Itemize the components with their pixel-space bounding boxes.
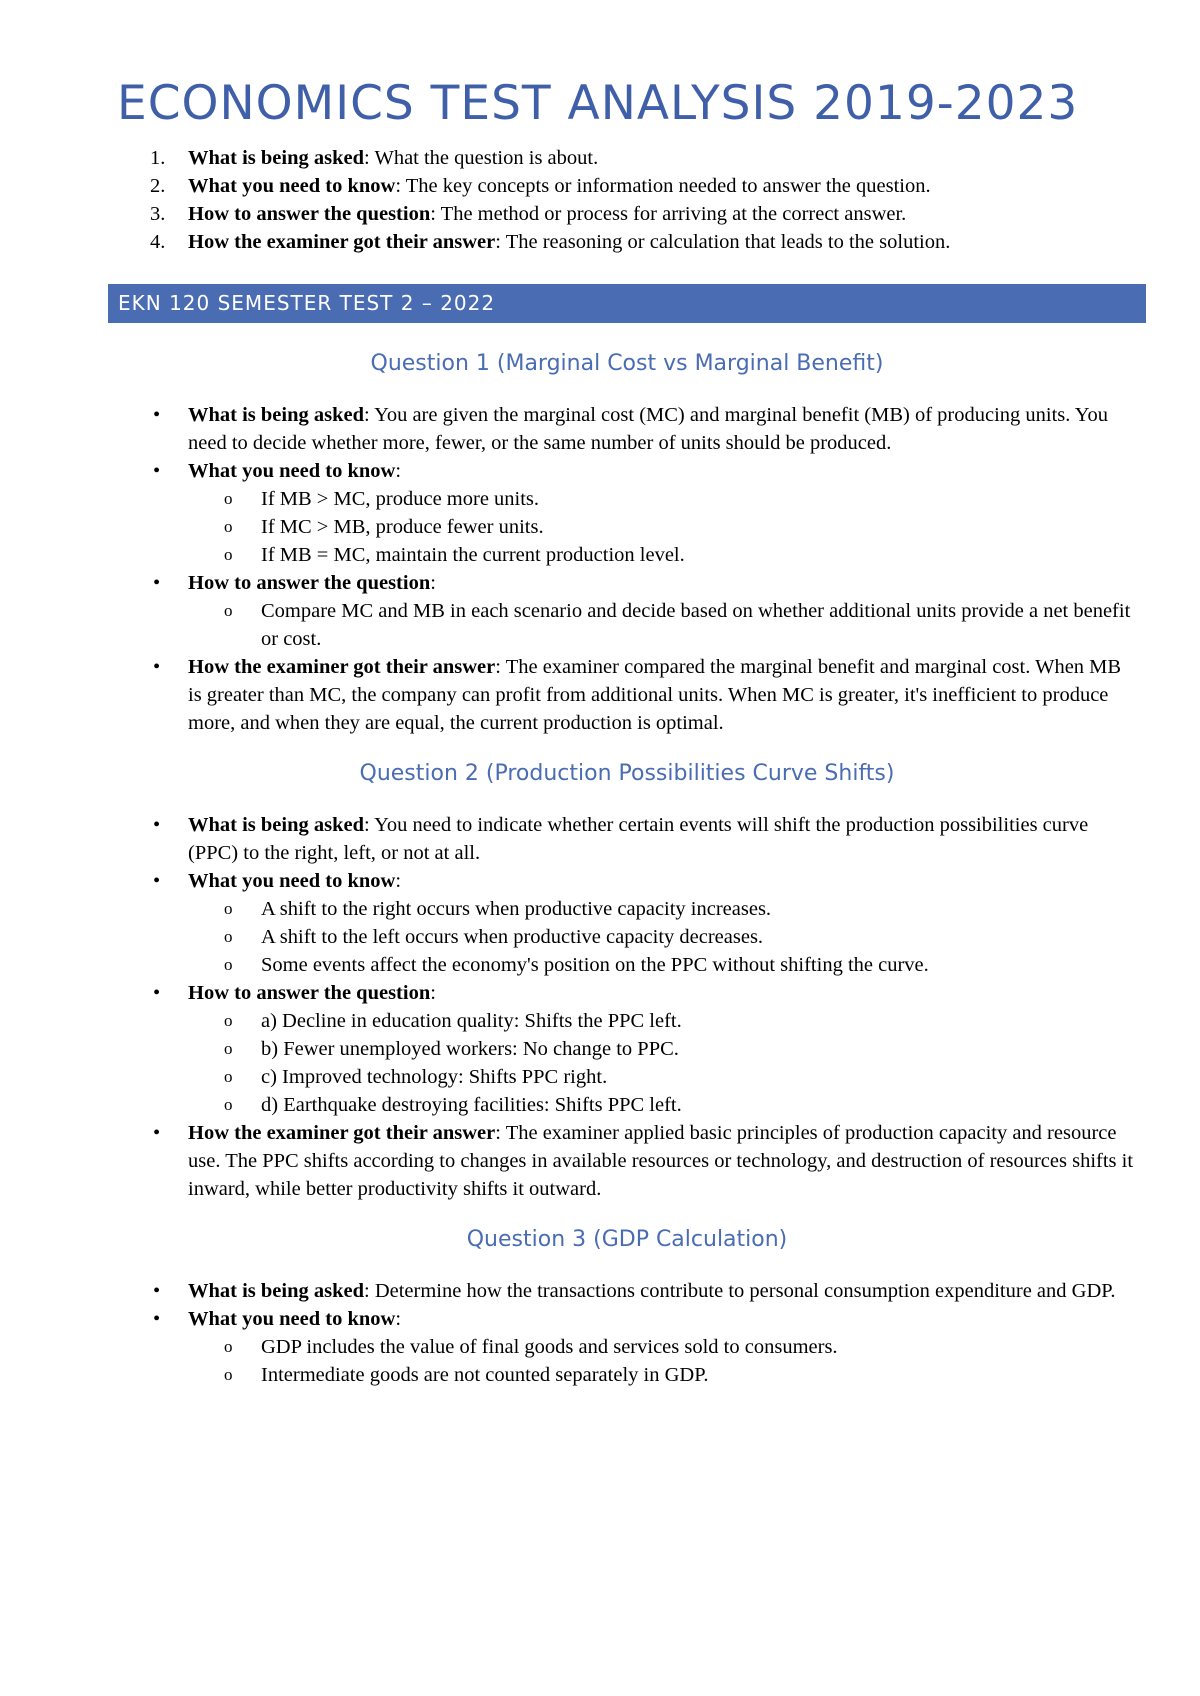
list-number: 1.: [150, 147, 166, 169]
item-label: What you need to know: [188, 1308, 396, 1330]
examiner-item: [117, 653, 1137, 737]
know-item: [117, 457, 1137, 569]
document-page: [117, 70, 1137, 1389]
sub-item: o Intermediate goods are not counted separately in GDP.: [188, 1361, 1137, 1389]
item-label: What you need to know: [188, 460, 396, 482]
sub-list: [188, 485, 1137, 569]
intro-item: [117, 144, 1137, 172]
intro-text: : What the question is about.: [364, 147, 599, 169]
question-2-heading: Question 2 (Production Possibilities Curve Shifts): [359, 761, 895, 786]
sub-list: [188, 597, 1137, 653]
item-text: :: [430, 572, 436, 594]
item-text: : You need to indicate whether certain events will shift the production possibilities curve (PPC) to the right, left, or not at all.: [188, 814, 1089, 864]
item-label: What you need to know: [188, 870, 396, 892]
item-label: What is being asked: [188, 404, 365, 426]
sub-item: o b) Fewer unemployed workers: No change to PPC.: [188, 1035, 1137, 1063]
sub-item: o If MB > MC, produce more units.: [188, 485, 1137, 513]
question-1-heading: Question 1 (Marginal Cost vs Marginal Benefit): [370, 351, 884, 376]
section-banner: EKN 120 SEMESTER TEST 2 – 2022: [108, 284, 1146, 323]
sub-item: o A shift to the left occurs when productive capacity decreases.: [188, 923, 1137, 951]
sub-item: o Some events affect the economy's position on the PPC without shifting the curve.: [188, 951, 1137, 979]
sub-list: [188, 1333, 1137, 1389]
asked-item: [117, 401, 1137, 457]
item-text: : You are given the marginal cost (MC) and marginal benefit (MB) of producing units. You need to decide whether more, fewer, or the same number of units should be produced.: [188, 404, 1109, 454]
list-number: 4.: [150, 231, 166, 253]
sub-item: o c) Improved technology: Shifts PPC right.: [188, 1063, 1137, 1091]
intro-text: : The reasoning or calculation that leads to the solution.: [495, 231, 951, 253]
list-number: 3.: [150, 203, 166, 225]
question-1-list: [117, 401, 1137, 737]
intro-list: [117, 144, 1137, 256]
sub-list: [188, 895, 1137, 979]
sub-item: o If MC > MB, produce fewer units.: [188, 513, 1137, 541]
intro-text: : The key concepts or information needed to answer the question.: [395, 175, 931, 197]
question-3-list: [117, 1277, 1137, 1389]
item-label: How to answer the question: [188, 572, 431, 594]
item-text: :: [395, 870, 402, 892]
question-3-heading: Question 3 (GDP Calculation): [466, 1227, 788, 1252]
know-item: [117, 867, 1137, 979]
sub-item: o A shift to the right occurs when productive capacity increases.: [188, 895, 1137, 923]
item-text: :: [395, 460, 402, 482]
intro-label: How the examiner got their answer: [188, 231, 496, 253]
examiner-item: [117, 1119, 1137, 1203]
sub-item: o If MB = MC, maintain the current production level.: [188, 541, 1137, 569]
intro-label: What is being asked: [188, 147, 365, 169]
sub-item: o a) Decline in education quality: Shifts the PPC left.: [188, 1007, 1137, 1035]
list-number: 2.: [150, 175, 166, 197]
item-label: What is being asked: [188, 1280, 365, 1302]
item-text: : The examiner compared the marginal benefit and marginal cost. When MB is greater than MC, the company can profit from additional units. When MC is greater, it's inefficient to produce more, and when they are equal, the current production is optimal.: [188, 656, 1122, 734]
know-item: [117, 1305, 1137, 1389]
asked-item: [117, 1277, 1137, 1305]
item-label: How the examiner got their answer: [188, 656, 496, 678]
sub-item: o GDP includes the value of final goods and services sold to consumers.: [188, 1333, 1137, 1361]
intro-label: How to answer the question: [188, 203, 431, 225]
intro-item: [117, 228, 1137, 256]
how-item: [117, 979, 1137, 1119]
item-text: : Determine how the transactions contribute to personal consumption expenditure and GDP.: [364, 1280, 1116, 1302]
item-label: What is being asked: [188, 814, 365, 836]
intro-text: : The method or process for arriving at the correct answer.: [430, 203, 907, 225]
item-text: :: [395, 1308, 402, 1330]
item-text: :: [430, 982, 436, 1004]
sub-item: o Compare MC and MB in each scenario and decide based on whether additional units provide a net benefit or cost.: [188, 597, 1137, 653]
asked-item: [117, 811, 1137, 867]
document-title: ECONOMICS TEST ANALYSIS 2019-2023: [117, 76, 1079, 131]
sub-list: [188, 1007, 1137, 1119]
item-text: : The examiner applied basic principles of production capacity and resource use. The PPC shifts according to changes in available resources or technology, and destruction of resources shifts it inward, while better productivity shifts it outward.: [188, 1122, 1134, 1200]
intro-item: [117, 200, 1137, 228]
item-label: How to answer the question: [188, 982, 431, 1004]
item-label: How the examiner got their answer: [188, 1122, 496, 1144]
question-2-list: [117, 811, 1137, 1203]
how-item: [117, 569, 1137, 653]
intro-item: [117, 172, 1137, 200]
sub-item: o d) Earthquake destroying facilities: Shifts PPC left.: [188, 1091, 1137, 1119]
intro-label: What you need to know: [188, 175, 396, 197]
